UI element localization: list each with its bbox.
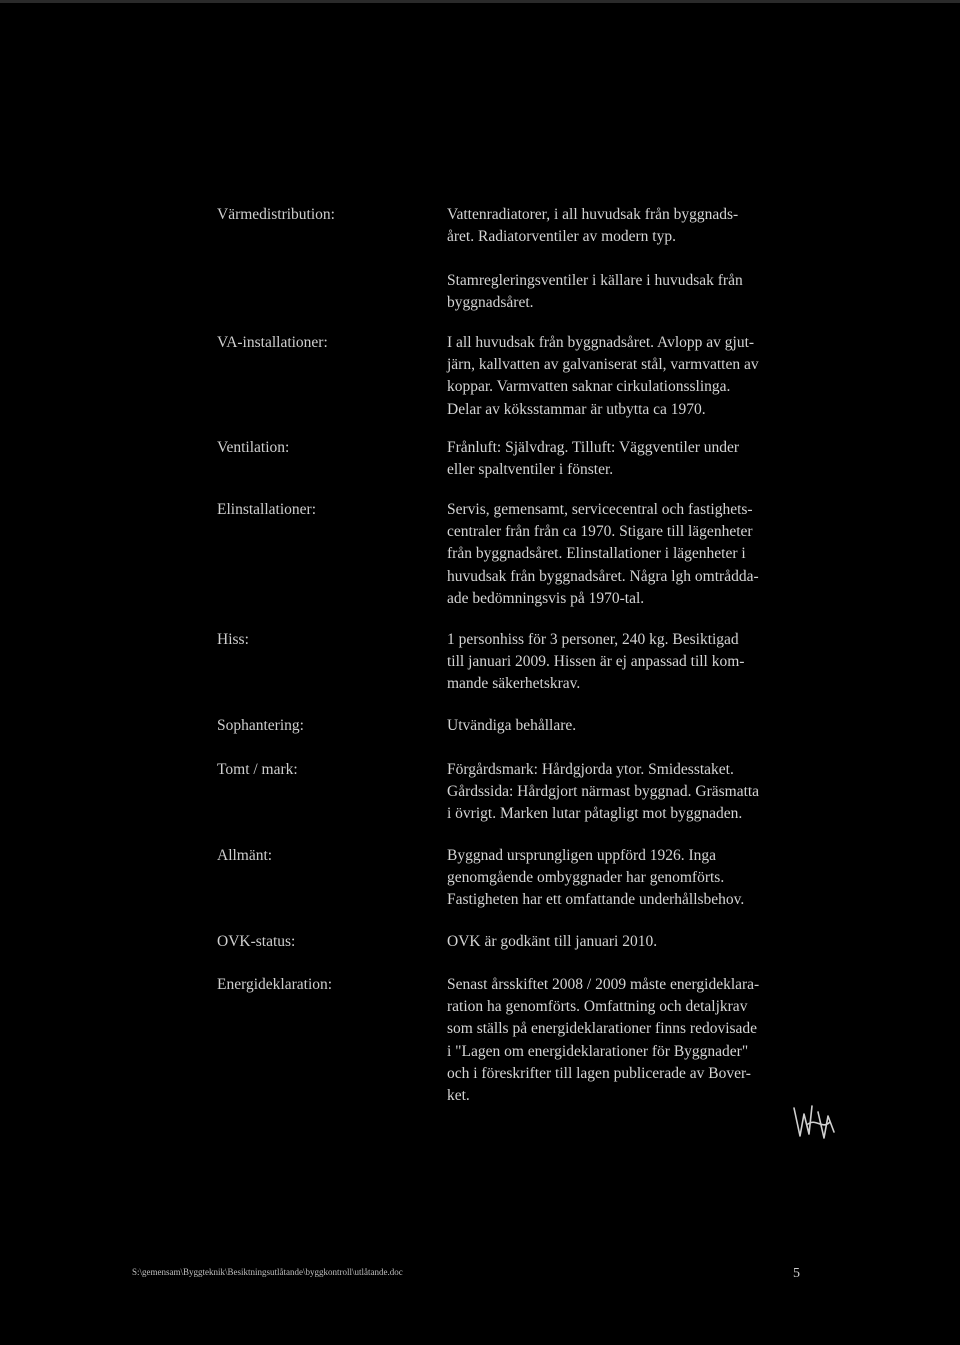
text-line: ade bedömningsvis på 1970-tal. — [447, 589, 645, 607]
text-line: huvudsak från byggnadsåret. Några lgh omtrådda- — [447, 567, 759, 585]
section-text — [447, 759, 812, 826]
text-line: Frånluft: Självdrag. Tilluft: Väggventiler under — [447, 439, 740, 456]
text-line: i "Lagen om energideklarationer för Byggnader" — [447, 1042, 749, 1060]
section-label: Värmedistribution: — [217, 206, 335, 223]
text-line: centraler från från ca 1970. Stigare till lägenheter — [447, 523, 753, 541]
text-line: till januari 2009. Hissen är ej anpassad till kom- — [447, 653, 745, 671]
section-text — [447, 270, 812, 314]
text-line: Förgårdsmark: Hårdgjorda ytor. Smidesstaket. — [447, 761, 734, 778]
section-label: Ventilation: — [217, 439, 290, 456]
page-number: 5 — [793, 1266, 800, 1281]
section-label: VA-installationer: — [217, 334, 328, 351]
footer-file-path: S:\gemensam\Byggteknik\Besiktningsutlåtande\byggkontroll\utlåtande.doc — [132, 1267, 403, 1277]
text-line: och i föreskrifter till lagen publicerade av Bover- — [447, 1064, 751, 1082]
text-line: Delar av köksstammar är utbytta ca 1970. — [447, 400, 706, 418]
handwritten-signature-icon — [790, 1100, 840, 1144]
text-line: Stamregleringsventiler i källare i huvudsak från — [447, 272, 743, 289]
text-line: genomgående ombyggnader har genomförts. — [447, 869, 725, 887]
text-line: ration ha genomförts. Omfattning och detaljkrav — [447, 998, 748, 1016]
top-edge-line — [0, 0, 960, 3]
section-text — [447, 332, 812, 421]
section-label: Energideklaration: — [217, 976, 333, 993]
text-line: Servis, gemensamt, servicecentral och fastighets- — [447, 501, 753, 518]
section-label: Allmänt: — [217, 847, 273, 864]
section-text — [447, 629, 812, 696]
text-line: året. Radiatorventiler av modern typ. — [447, 228, 676, 246]
section-label: Hiss: — [217, 631, 249, 648]
text-line: OVK är godkänt till januari 2010. — [447, 933, 658, 950]
section-text — [447, 499, 812, 610]
text-line: Fastigheten har ett omfattande underhållsbehov. — [447, 891, 745, 909]
text-line: byggnadsåret. — [447, 294, 534, 312]
text-line: eller spaltventiler i fönster. — [447, 461, 614, 479]
text-line: mande säkerhetskrav. — [447, 675, 581, 693]
text-line: 1 personhiss för 3 personer, 240 kg. Besiktigad — [447, 631, 739, 648]
section-label: Elinstallationer: — [217, 501, 317, 518]
text-line: Vattenradiatorer, i all huvudsak från byggnads- — [447, 206, 739, 223]
text-line: koppar. Varmvatten saknar cirkulationsslinga. — [447, 378, 731, 396]
text-line: Senast årsskiftet 2008 / 2009 måste energideklara- — [447, 976, 760, 993]
text-line: som ställs på energideklarationer finns redovisade — [447, 1020, 758, 1038]
section-text — [447, 437, 812, 481]
text-line: Utvändiga behållare. — [447, 717, 577, 734]
text-line: Gårdssida: Hårdgjort närmast byggnad. Gräsmatta — [447, 783, 760, 801]
section-text — [447, 715, 812, 737]
text-line: från byggnadsåret. Elinstallationer i lägenheter i — [447, 545, 746, 563]
section-label: Tomt / mark: — [217, 761, 298, 778]
section-text — [447, 204, 812, 248]
text-line: I all huvudsak från byggnadsåret. Avlopp av gjut- — [447, 334, 755, 351]
section-label: Sophantering: — [217, 717, 304, 734]
section-text — [447, 974, 812, 1107]
text-line: järn, kallvatten av galvaniserat stål, varmvatten av — [447, 356, 759, 374]
section-text — [447, 931, 812, 953]
text-line: ket. — [447, 1087, 470, 1105]
section-text — [447, 845, 812, 912]
section-label: OVK-status: — [217, 933, 296, 950]
text-line: i övrigt. Marken lutar påtagligt mot byggnaden. — [447, 805, 743, 823]
text-line: Byggnad ursprungligen uppförd 1926. Inga — [447, 847, 717, 864]
